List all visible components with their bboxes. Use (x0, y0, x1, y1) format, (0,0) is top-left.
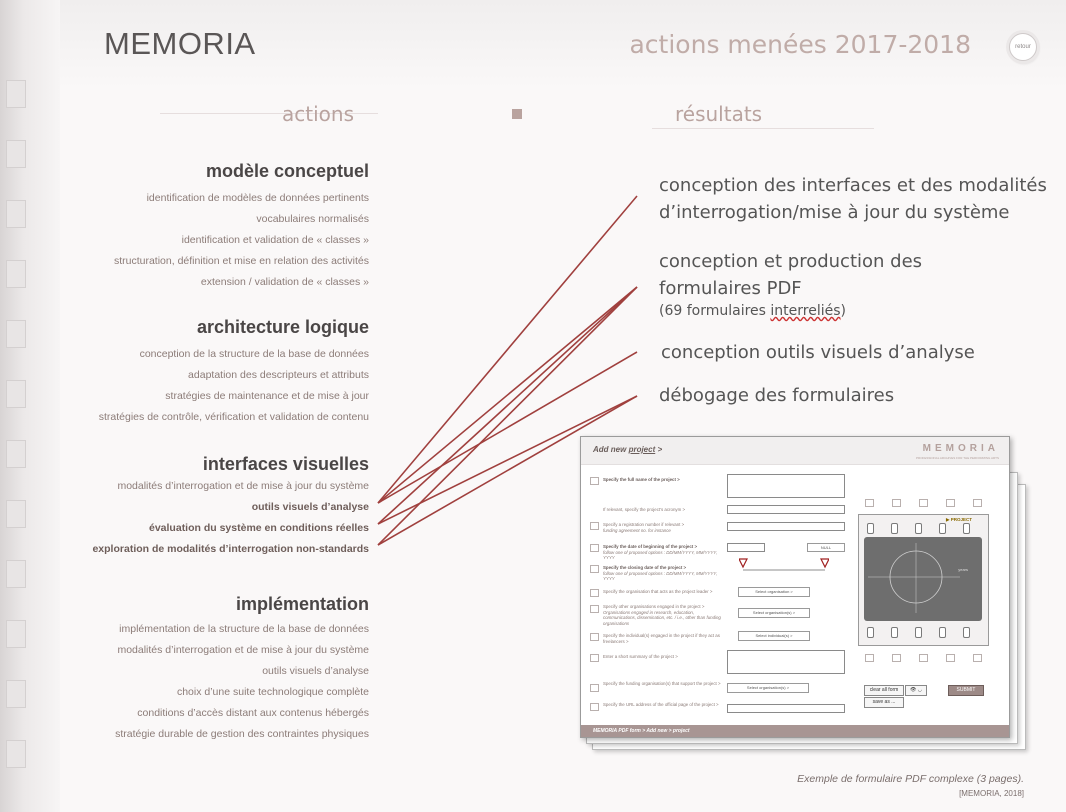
form-logo: MEMORIA (922, 443, 999, 454)
clear-form-button[interactable]: clear all form (864, 685, 904, 696)
slot (867, 523, 874, 534)
visual-analysis-panel[interactable] (858, 514, 989, 646)
pdf-form-preview (580, 436, 1010, 738)
select-organisation-button[interactable]: Select organisation > (738, 587, 810, 597)
field-label: Enter a short summary of the project > (603, 654, 678, 659)
analysis-screen (864, 537, 982, 621)
summary-icon (590, 654, 599, 662)
field-label: Specify the organisation that acts as the project leader > (603, 589, 713, 594)
list-item: adaptation des descripteurs et attributs (188, 369, 369, 381)
field-label: Specify the date of beginning of the project > follow one of proposed options : DD/MM/YYYY, MM/YYYY, YYYY (603, 544, 718, 560)
slot (963, 627, 970, 638)
slot (891, 523, 898, 534)
form-footer-breadcrumb: MEMORIA PDF form > Add new > project (593, 728, 690, 734)
list-item: structuration, définition et mise en relation des activités (113, 255, 369, 267)
actions-heading: actions (282, 102, 354, 126)
retour-button[interactable]: retour (1009, 33, 1037, 61)
name-field-icon (590, 477, 599, 485)
result-formulaires-note: (69 formulaires interreliés) (659, 303, 846, 319)
list-item: conditions d’accès distant aux contenus hébergés (137, 707, 369, 719)
registration-input[interactable] (727, 522, 845, 531)
toolbar-icon[interactable] (946, 654, 955, 662)
section-title: modèle conceptuel (205, 161, 369, 181)
toolbar-icon[interactable] (919, 654, 928, 662)
list-item: évaluation du système en conditions réelles (149, 522, 369, 534)
page-subtitle: actions menées 2017-2018 (629, 30, 971, 59)
list-item: modalités d’interrogation et de mise à jour du système (117, 480, 369, 492)
field-label: Specify other organisations engaged in the project > Organisations engaged in research, education, communications, dissemination, etc. / i.e., other than funding organisations (603, 604, 721, 626)
end-date-icon (590, 565, 599, 573)
slot (867, 627, 874, 638)
result-outils-visuels: conception outils visuels d’analyse (661, 342, 975, 363)
acronym-input[interactable] (727, 505, 845, 514)
summary-input[interactable] (727, 650, 845, 674)
section-title: interfaces visuelles (202, 454, 369, 474)
figure-caption: Exemple de formulaire PDF complexe (3 pages). (797, 773, 1024, 785)
list-item: outils visuels d’analyse (262, 665, 369, 677)
toolbar-icon[interactable] (892, 499, 901, 507)
form-header (581, 437, 1009, 465)
slot (939, 627, 946, 638)
toolbar-icon[interactable] (946, 499, 955, 507)
section-title: architecture logique (196, 317, 369, 337)
brand-title: MEMORIA (104, 26, 256, 61)
list-item: vocabulaires normalisés (256, 213, 369, 225)
toolbar-icon[interactable] (892, 654, 901, 662)
list-item: stratégie durable de gestion des contraintes physiques (115, 728, 369, 740)
field-label: Specify the funding organisation(s) that support the project > (603, 681, 721, 686)
radar-graphic (864, 537, 982, 621)
start-date-input[interactable] (727, 543, 765, 552)
form-logo-subtitle: PROFESSIONAL ARCHIVES FOR THE PERFORMING ARTS (916, 456, 999, 460)
timeline-markers[interactable] (739, 558, 829, 572)
field-label: Specify the URL address of the official page of the project > (603, 702, 719, 707)
save-as-button[interactable]: save as ... (864, 697, 904, 708)
field-label: Specify the closing date of the project > follow one of proposed options : DD/MM/YYYY, MM/YYYY, YYYY (603, 565, 718, 581)
list-item: outils visuels d’analyse (251, 501, 369, 513)
list-item: exploration de modalités d’interrogation non-standards (92, 543, 369, 555)
select-funding-button[interactable]: Select organisation(s) > (727, 683, 809, 693)
individuals-icon (590, 633, 599, 641)
field-label: If relevant, specify the project’s acronym > (603, 507, 686, 512)
result-formulaires-title: conception et production des formulaires PDF (659, 251, 923, 299)
field-label: Specify a registration number if relevant > funding agreement no. for instance (603, 522, 685, 533)
years-label: years (958, 567, 968, 572)
select-individuals-button[interactable]: Select individual(s) > (738, 631, 810, 641)
funding-icon (590, 684, 599, 692)
toolbar-icon[interactable] (973, 499, 982, 507)
list-item: identification de modèles de données pertinents (146, 192, 369, 204)
leader-icon (590, 589, 599, 597)
toolbar-icon[interactable] (973, 654, 982, 662)
section-title: implémentation (235, 594, 369, 614)
field-label: Specify the individual(s) engaged in the project if they act as freelancers > (603, 633, 720, 644)
null-button[interactable]: NULL (807, 543, 845, 552)
slot (915, 523, 922, 534)
slot (939, 523, 946, 534)
submit-button[interactable]: SUBMIT (948, 685, 984, 696)
list-item: choix d’une suite technologique complète (176, 686, 369, 698)
result-debogage: débogage des formulaires (659, 385, 895, 406)
registration-field-icon (590, 522, 599, 530)
figure-source: [MEMORIA, 2018] (959, 789, 1024, 798)
project-tag: ▶ PROJECT (946, 517, 972, 522)
toolbar-icon[interactable] (865, 499, 874, 507)
organisations-icon (590, 605, 599, 613)
results-heading: résultats (675, 102, 763, 126)
select-organisations-button[interactable]: Select organisation(s) > (738, 608, 810, 618)
slot (891, 627, 898, 638)
list-item: conception de la structure de la base de données (139, 348, 369, 360)
form-title: Add new project > (593, 445, 663, 454)
result-interfaces: conception des interfaces et des modalités d’interrogation/mise à jour du système (659, 175, 1047, 223)
list-item: stratégies de contrôle, vérification et validation de contenu (98, 411, 369, 423)
url-input[interactable] (727, 704, 845, 713)
url-icon (590, 703, 599, 711)
list-item: modalités d’interrogation et de mise à jour du système (117, 644, 369, 656)
list-item: extension / validation de « classes » (200, 276, 369, 288)
project-name-input[interactable] (727, 474, 845, 498)
slot (963, 523, 970, 534)
start-date-icon (590, 544, 599, 552)
toolbar-icon[interactable] (919, 499, 928, 507)
view-toggle-button[interactable]: 👁 ◡ (905, 685, 927, 696)
field-label: Specify the full name of the project > (603, 477, 680, 482)
list-item: stratégies de maintenance et de mise à jour (165, 390, 369, 402)
list-item: identification et validation de « classes » (181, 234, 369, 246)
toolbar-icon[interactable] (865, 654, 874, 662)
form-footer (581, 725, 1009, 737)
list-item: implémentation de la structure de la base de données (119, 623, 369, 635)
slot (915, 627, 922, 638)
